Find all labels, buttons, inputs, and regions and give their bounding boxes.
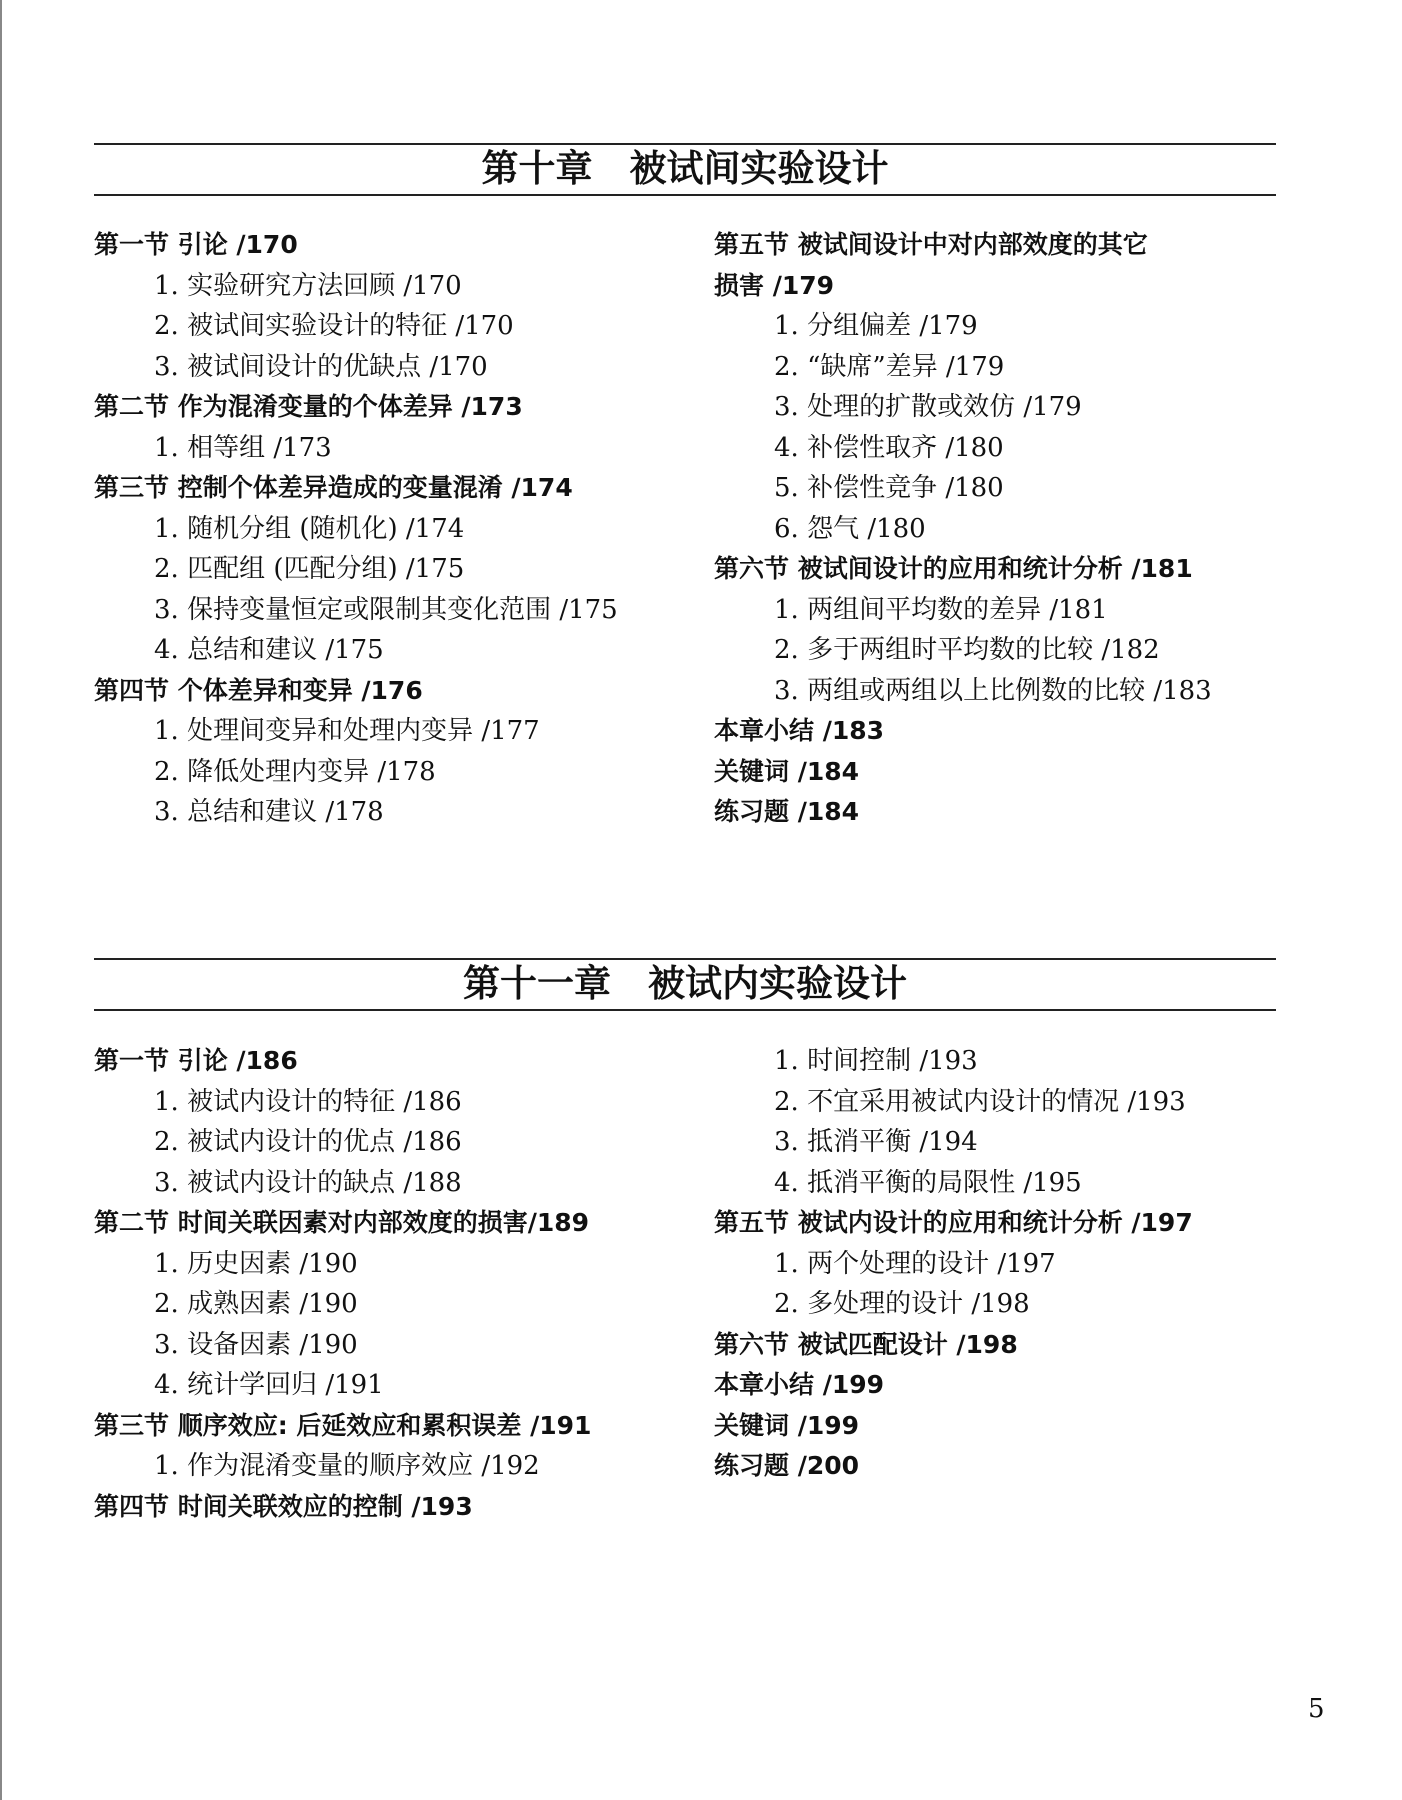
toc-section-entry: 第一节 引论 ∕170 (94, 230, 298, 259)
toc-item-entry: 1. 两组间平均数的差异 ∕181 (774, 594, 1108, 625)
toc-item-entry: 3. 被试内设计的缺点 ∕188 (154, 1167, 462, 1198)
toc-item-entry: 2. 被试间实验设计的特征 ∕170 (154, 311, 514, 341)
toc-item-entry: 3. 设备因素 ∕190 (154, 1329, 358, 1360)
toc-item-entry: 1. 被试内设计的特征 ∕186 (154, 1086, 462, 1117)
toc-item-entry: 3. 抵消平衡 ∕194 (774, 1127, 978, 1157)
toc-section-entry: 第五节 被试间设计中对内部效度的其它 (714, 230, 1148, 259)
toc-item-entry: 2. “缺席”差异 ∕179 (774, 351, 1005, 382)
toc-item-entry: 3. 总结和建议 ∕178 (154, 797, 384, 827)
toc-item-entry: 1. 实验研究方法回顾 ∕170 (154, 270, 462, 301)
toc-item-entry: 1. 分组偏差 ∕179 (774, 311, 978, 341)
chapter-11 (94, 958, 1276, 1521)
chapter-11-right-column (714, 1041, 1276, 1487)
toc-section-entry: 关键词 ∕199 (714, 1410, 860, 1440)
toc-section-entry: 损害 ∕179 (714, 270, 835, 300)
toc-item-entry: 2. 多处理的设计 ∕198 (774, 1289, 1030, 1319)
toc-section-entry: 第一节 引论 ∕186 (94, 1046, 298, 1075)
toc-item-entry: 2. 匹配组 (匹配分组) ∕175 (154, 554, 465, 584)
page-left-edge (0, 0, 2, 1800)
toc-section-entry: 关键词 ∕184 (714, 756, 860, 786)
toc-item-entry: 3. 被试间设计的优缺点 ∕170 (154, 351, 488, 382)
toc-item-entry: 3. 处理的扩散或效仿 ∕179 (774, 392, 1082, 422)
header-rule-top (94, 958, 1276, 960)
toc-item-entry: 4. 总结和建议 ∕175 (154, 635, 384, 665)
toc-section-entry: 第四节 时间关联效应的控制 ∕193 (94, 1491, 473, 1521)
page-number: 5 (1308, 1694, 1325, 1724)
chapter-10-right-column (714, 225, 1276, 833)
toc-item-entry: 1. 两个处理的设计 ∕197 (774, 1248, 1056, 1279)
toc-section-entry: 本章小结 ∕183 (714, 716, 885, 745)
toc-item-entry: 1. 作为混淆变量的顺序效应 ∕192 (154, 1451, 540, 1481)
toc-section-entry: 练习题 ∕200 (714, 1451, 860, 1480)
toc-item-entry: 4. 抵消平衡的局限性 ∕195 (774, 1167, 1082, 1198)
toc-section-entry: 第六节 被试间设计的应用和统计分析 ∕181 (714, 554, 1193, 583)
toc-section-entry: 第二节 作为混淆变量的个体差异 ∕173 (94, 392, 523, 421)
header-rule-bottom (94, 1009, 1276, 1011)
toc-item-entry: 2. 不宜采用被试内设计的情况 ∕193 (774, 1086, 1186, 1117)
toc-item-entry: 1. 时间控制 ∕193 (774, 1046, 978, 1076)
toc-item-entry: 2. 成熟因素 ∕190 (154, 1289, 358, 1319)
chapter-10-left-column (94, 225, 714, 833)
toc-section-entry: 第三节 控制个体差异造成的变量混淆 ∕174 (94, 473, 573, 502)
toc-item-entry: 6. 怨气 ∕180 (774, 513, 926, 544)
header-rule-top (94, 143, 1276, 145)
toc-section-entry: 第六节 被试匹配设计 ∕198 (714, 1329, 1018, 1359)
chapter-11-left-column (94, 1041, 714, 1527)
toc-item-entry: 5. 补偿性竞争 ∕180 (774, 473, 1004, 503)
toc-section-entry: 第二节 时间关联因素对内部效度的损害∕189 (94, 1208, 590, 1237)
toc-item-entry: 1. 随机分组 (随机化) ∕174 (154, 513, 465, 544)
toc-item-entry: 2. 多于两组时平均数的比较 ∕182 (774, 635, 1160, 665)
toc-section-entry: 第三节 顺序效应: 后延效应和累积误差 ∕191 (94, 1410, 592, 1440)
toc-item-entry: 2. 降低处理内变异 ∕178 (154, 756, 436, 787)
chapter-10 (94, 143, 1276, 827)
header-rule-bottom (94, 194, 1276, 196)
toc-item-entry: 3. 两组或两组以上比例数的比较 ∕183 (774, 675, 1212, 706)
toc-item-entry: 1. 处理间变异和处理内变异 ∕177 (154, 716, 540, 746)
chapter-11-header (94, 958, 1276, 1010)
toc-section-entry: 第四节 个体差异和变异 ∕176 (94, 675, 423, 705)
toc-section-entry: 练习题 ∕184 (714, 797, 860, 826)
toc-item-entry: 4. 统计学回归 ∕191 (154, 1370, 384, 1400)
chapter-10-header (94, 143, 1276, 195)
chapter-10-title: 第十章 被试间实验设计 (481, 147, 889, 190)
toc-item-entry: 1. 历史因素 ∕190 (154, 1248, 358, 1279)
toc-item-entry: 2. 被试内设计的优点 ∕186 (154, 1127, 462, 1157)
chapter-11-title: 第十一章 被试内实验设计 (463, 962, 907, 1005)
toc-section-entry: 第五节 被试内设计的应用和统计分析 ∕197 (714, 1208, 1193, 1237)
toc-section-entry: 本章小结 ∕199 (714, 1370, 885, 1399)
toc-item-entry: 1. 相等组 ∕173 (154, 432, 332, 463)
toc-item-entry: 4. 补偿性取齐 ∕180 (774, 432, 1004, 463)
toc-item-entry: 3. 保持变量恒定或限制其变化范围 ∕175 (154, 594, 618, 625)
